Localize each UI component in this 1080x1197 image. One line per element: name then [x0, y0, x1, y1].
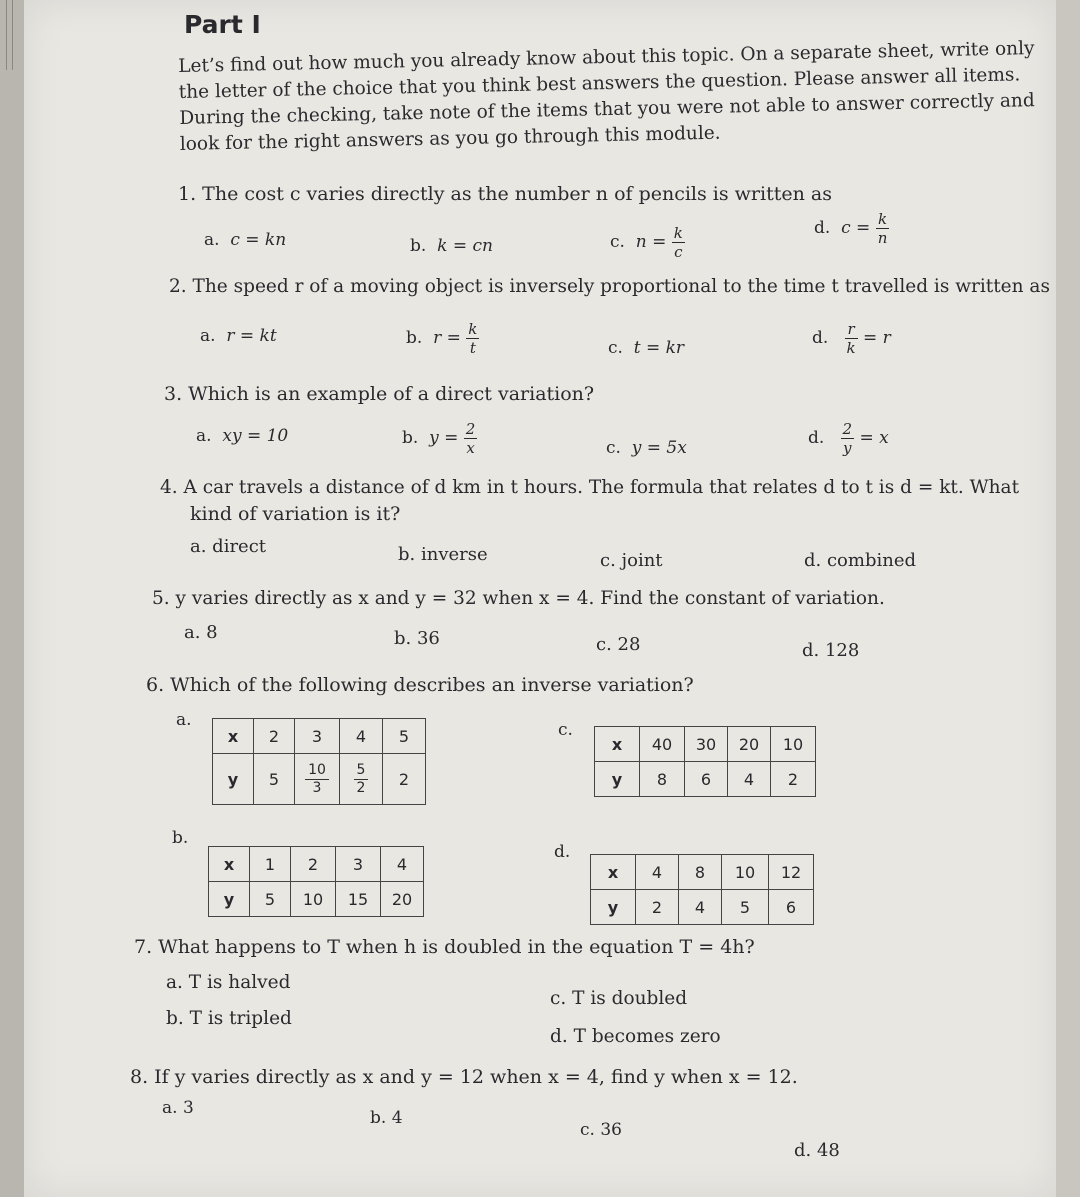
table-cell: 10	[722, 855, 769, 890]
table-row-y	[209, 882, 424, 917]
q2-option-c: c. t = kr	[608, 338, 685, 358]
worksheet-page	[24, 0, 1056, 1197]
q2-option-d: d. $\frac{r}{k}$ = r	[812, 320, 891, 357]
table-option-c	[594, 726, 816, 797]
table-cell: 5	[250, 882, 291, 917]
q6-label-b: b.	[172, 828, 189, 848]
x-header: x	[591, 855, 636, 890]
q7-option-a: a. T is halved	[166, 972, 291, 993]
table-row-y	[213, 754, 426, 805]
table-cell-fraction	[340, 754, 383, 805]
fraction: $\frac{r}{k}$	[846, 320, 856, 357]
q6-label-c: c.	[558, 720, 573, 740]
fraction: $\frac{2}{x}$	[465, 420, 476, 457]
table-cell: 40	[640, 727, 685, 762]
table-cell: 10	[771, 727, 816, 762]
question-1: 1. The cost c varies directly as the number n of pencils is written as	[178, 183, 832, 205]
q1-option-c: c. n = $\frac{k}{c}$	[610, 224, 683, 261]
question-3: 3. Which is an example of a direct variation?	[164, 383, 595, 405]
table-cell: 6	[685, 762, 728, 797]
x-header: x	[213, 719, 254, 754]
table-cell: 4	[679, 890, 722, 925]
q4-option-a: a. direct	[190, 536, 267, 557]
fraction: $\frac{k}{n}$	[877, 210, 888, 247]
question-4-line-2: kind of variation is it?	[190, 503, 401, 525]
table-cell: 20	[728, 727, 771, 762]
q7-option-b: b. T is tripled	[166, 1008, 292, 1029]
q8-option-a: a. 3	[162, 1098, 194, 1118]
q8-option-b: b. 4	[370, 1108, 403, 1128]
fraction: $\frac{5}{2}$	[354, 762, 369, 797]
q4-option-c: c. joint	[600, 550, 663, 571]
book-spine	[0, 0, 24, 1197]
table-cell: 2	[771, 762, 816, 797]
q5-option-c: c. 28	[596, 634, 641, 655]
q3-option-b: b. y = $\frac{2}{x}$	[402, 420, 476, 457]
table-cell: 2	[636, 890, 679, 925]
table-row-y	[591, 890, 814, 925]
q4-option-d: d. combined	[804, 550, 916, 571]
fraction: $\frac{k}{t}$	[468, 320, 478, 357]
y-header: y	[595, 762, 640, 797]
table-row-x	[595, 727, 816, 762]
table-cell: 3	[295, 719, 340, 754]
y-header: y	[213, 754, 254, 805]
q5-option-a: a. 8	[184, 622, 218, 643]
table-cell: 30	[685, 727, 728, 762]
x-header: x	[595, 727, 640, 762]
q5-option-b: b. 36	[394, 628, 440, 649]
q4-option-b: b. inverse	[398, 544, 488, 565]
table-cell: 2	[291, 847, 336, 882]
table-option-a	[212, 718, 426, 805]
q5-option-d: d. 128	[802, 640, 860, 661]
question-7: 7. What happens to T when h is doubled in the equation T = 4h?	[134, 936, 755, 958]
q1-option-b: b. k = cn	[410, 236, 493, 256]
table-cell: 4	[381, 847, 424, 882]
q3-option-c: c. y = 5x	[606, 438, 687, 458]
q7-option-d: d. T becomes zero	[550, 1026, 721, 1047]
q6-label-a: a.	[176, 710, 192, 730]
table-cell: 1	[250, 847, 291, 882]
question-8: 8. If y varies directly as x and y = 12 when x = 4, find y when x = 12.	[130, 1066, 798, 1088]
table-cell: 4	[728, 762, 771, 797]
table-cell: 5	[383, 719, 426, 754]
table-row-x	[213, 719, 426, 754]
part-heading: Part I	[184, 10, 261, 39]
question-6: 6. Which of the following describes an inverse variation?	[146, 674, 694, 696]
table-cell: 12	[769, 855, 814, 890]
q8-option-d: d. 48	[794, 1140, 840, 1161]
table-cell: 8	[640, 762, 685, 797]
table-row-x	[209, 847, 424, 882]
table-option-b	[208, 846, 424, 917]
q1-option-d: d. c = $\frac{k}{n}$	[814, 210, 888, 247]
q7-option-c: c. T is doubled	[550, 988, 688, 1009]
question-2: 2. The speed r of a moving object is inversely proportional to the time t travelled is written as	[169, 276, 1050, 297]
table-cell: 20	[381, 882, 424, 917]
x-header: x	[209, 847, 250, 882]
table-cell: 5	[254, 754, 295, 805]
table-cell: 2	[383, 754, 426, 805]
table-option-d	[590, 854, 814, 925]
q2-option-a: a. r = kt	[200, 326, 277, 346]
q8-option-c: c. 36	[580, 1120, 622, 1140]
q3-option-d: d. $\frac{2}{y}$ = x	[808, 420, 889, 457]
spine-line	[12, 0, 13, 70]
fraction: $\frac{2}{y}$	[842, 420, 853, 457]
table-cell: 6	[769, 890, 814, 925]
table-cell: 4	[636, 855, 679, 890]
question-4-line-1: 4. A car travels a distance of d km in t hours. The formula that relates d to t is d = kt. What	[160, 477, 1020, 498]
table-cell: 8	[679, 855, 722, 890]
q6-label-d: d.	[554, 842, 571, 862]
table-row-x	[591, 855, 814, 890]
table-cell: 2	[254, 719, 295, 754]
q1-option-a: a. c = kn	[204, 230, 287, 250]
table-cell: 15	[336, 882, 381, 917]
fraction: $\frac{10}{3}$	[305, 762, 329, 797]
spine-line	[6, 0, 7, 70]
question-5: 5. y varies directly as x and y = 32 when x = 4. Find the constant of variation.	[152, 588, 885, 609]
table-cell: 5	[722, 890, 769, 925]
table-row-y	[595, 762, 816, 797]
fraction: $\frac{k}{c}$	[673, 224, 683, 261]
q2-option-b: b. r = $\frac{k}{t}$	[406, 320, 478, 357]
table-cell: 10	[291, 882, 336, 917]
y-header: y	[591, 890, 636, 925]
table-cell: 4	[340, 719, 383, 754]
table-cell: 3	[336, 847, 381, 882]
y-header: y	[209, 882, 250, 917]
instructions-paragraph: Let’s find out how much you already know about this topic. On a separate sheet, write only the letter of the choice that you think best answers the question. Please answer all items. During the checking, take note of the items that you were not able to answer correctly and look for the right answers as you go through this module.	[178, 38, 1035, 155]
q3-option-a: a. xy = 10	[196, 426, 289, 446]
table-cell-fraction	[295, 754, 340, 805]
